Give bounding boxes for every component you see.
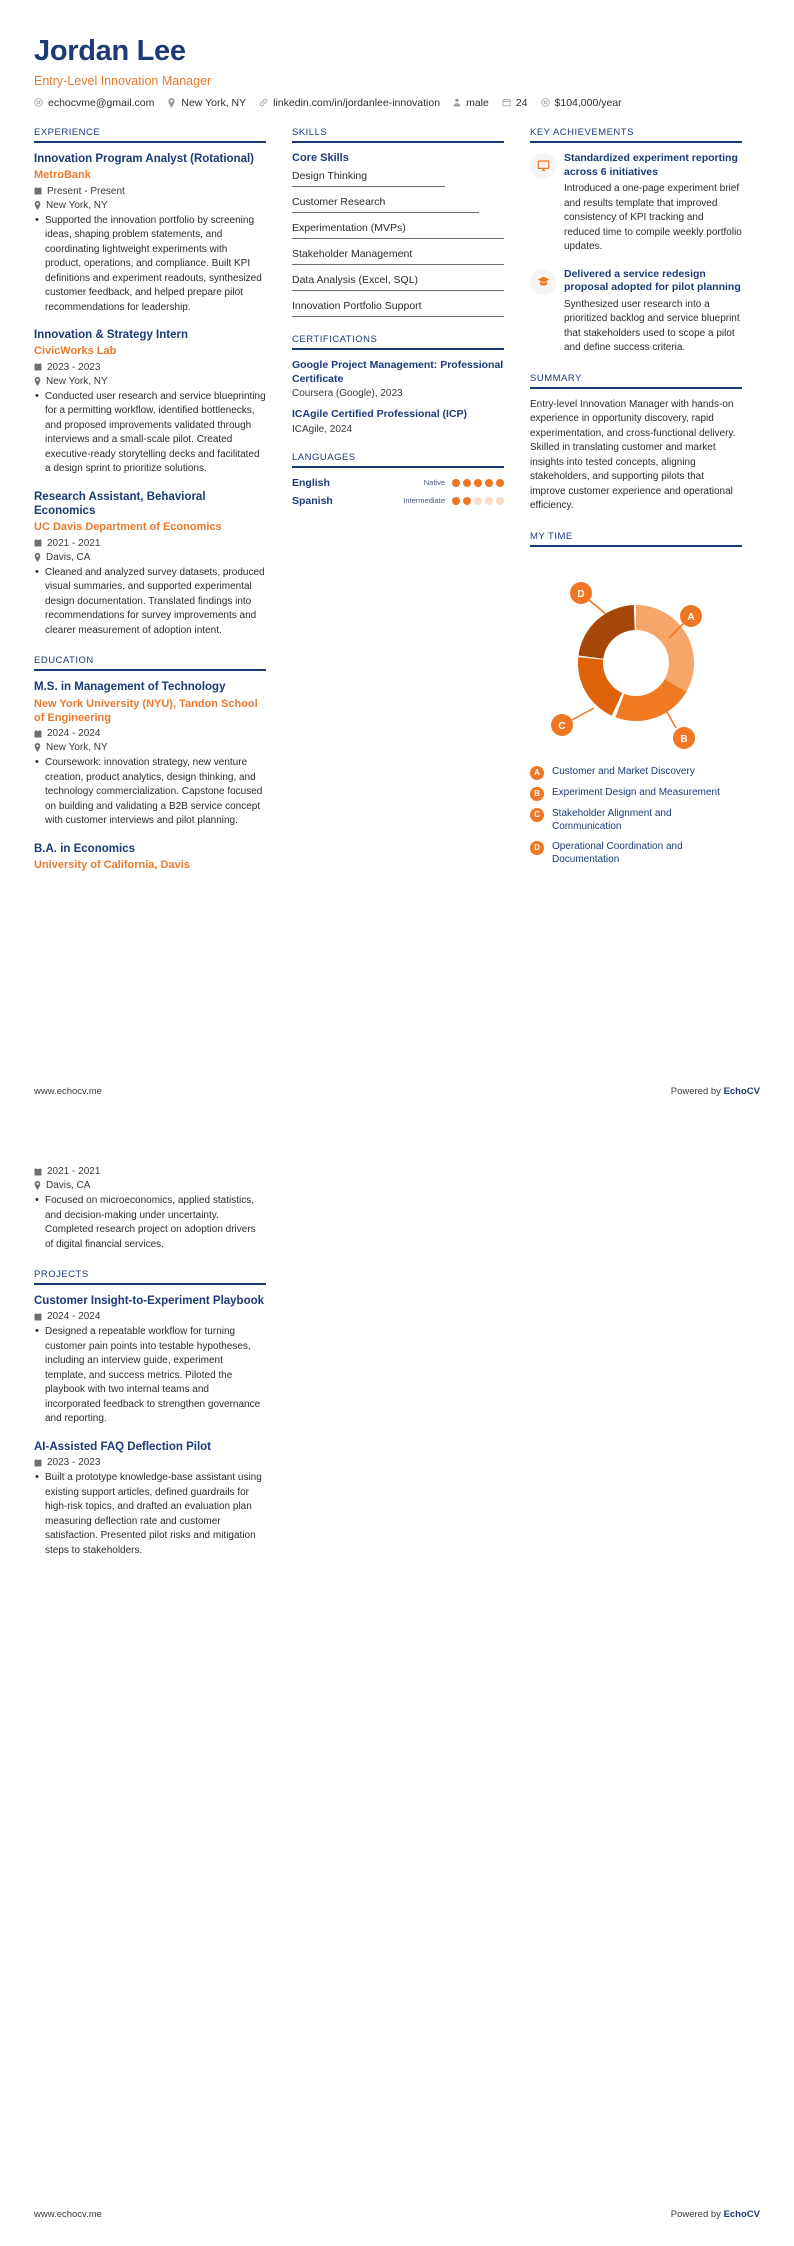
svg-text:B: B [680,733,688,745]
calendar-icon [502,98,511,107]
section-summary [530,373,742,514]
bullet-item: • Supported the innovation portfolio by screening ideas, shaping problem statements, and coordinating lightweight experiments with product, operations, and compliance. Built KPI definitions and experiment readouts, synthesized customer feedback, and helped prepare pilot recommendations for leadership. [34,214,266,316]
donut-leader-c [572,708,594,720]
contact-email[interactable] [34,97,163,109]
entry-organization: CivicWorks Lab [34,345,117,358]
rating-dot [485,479,493,487]
achievement-item [530,268,742,356]
footer-brand-name: EchoCV [723,2209,760,2220]
graduation-cap-icon [530,269,556,295]
footer-site[interactable]: www.echocv.me [34,2209,102,2220]
page-footer [34,1086,760,1097]
entry-bullets [34,1471,266,1558]
skill-row [292,196,504,213]
contact-age-value: 24 [515,96,528,109]
section-divider [34,669,266,671]
skill-bar [292,264,504,265]
page-footer [34,2209,760,2220]
skill-bar-fill [292,238,504,239]
job-headline: Entry-Level Innovation Manager [34,73,212,88]
location-icon [34,1181,41,1190]
skill-row [292,170,504,187]
column-left-page2 [34,1163,266,1575]
certification-meta: Coursera (Google), 2023 [292,388,403,400]
salary-icon [541,98,550,107]
skill-bar [292,316,504,317]
experience-entry [34,152,266,315]
donut-callout-d [570,582,592,604]
skill-row [292,248,504,265]
summary-text: Entry-level Innovation Manager with hands-on experience in opportunity discovery, rapid experimentation, and cross-functional delivery. Skilled in translating customer and market insights into tested concepts, aligning stakeholders, and supporting pilots that improve customer experience and operational efficiency. [530,398,736,512]
bullet-item: • Built a prototype knowledge-base assistant using existing support articles, defined guardrails for high-risk topics, and drafted an evaluation plan measuring deflection rate and customer satisfaction. Presented pilot risks and mitigation steps to stakeholders. [34,1471,266,1558]
skill-row [292,222,504,239]
entry-bullets [34,1325,266,1427]
contact-salary [541,97,631,109]
skill-bar-fill [292,186,445,187]
donut-svg [536,568,736,753]
footer-brand [671,2209,760,2220]
entry-bullets [34,566,266,639]
experience-entry [34,328,266,477]
legend-item [530,786,742,801]
svg-text:C: C [558,720,566,732]
footer-site[interactable]: www.echocv.me [34,1086,102,1097]
section-title-projects: PROJECTS [34,1269,89,1280]
entry-bullets [34,756,266,829]
location-icon [34,553,41,562]
entry-location [34,552,266,563]
svg-text:A: A [687,611,695,623]
skills-group-title: Core Skills [292,151,349,164]
section-title-languages: LANGUAGES [292,451,356,463]
language-row [292,477,504,489]
section-my-time [530,531,742,867]
achievement-body [564,152,742,255]
education-entry [34,842,266,873]
skill-name: Stakeholder Management [292,247,413,260]
entry-title: Innovation Program Analyst (Rotational) [34,152,255,165]
entry-location-value: New York, NY [46,199,108,211]
skill-bar [292,290,504,291]
section-divider [530,387,742,389]
entry-dates [34,728,266,739]
skill-name: Experimentation (MVPs) [292,221,406,234]
achievement-title: Delivered a service redesign proposal adopted for pilot planning [564,267,741,294]
achievement-description: Synthesized user research into a prioritized backlog and service blueprint that stakeholders used to scope a pilot and define success criteria. [564,298,740,354]
entry-title: Customer Insight-to-Experiment Playbook [34,1295,265,1307]
skill-name: Customer Research [292,195,386,208]
achievement-body [564,268,742,356]
achievement-title: Standardized experiment reporting across 6 initiatives [564,151,738,178]
contact-age [502,97,537,109]
person-icon [453,98,461,107]
entry-location-value: Davis, CA [46,551,91,563]
section-languages [292,452,504,507]
rating-dot [463,479,471,487]
entry-title: Innovation & Strategy Intern [34,329,188,342]
entry-title: AI-Assisted FAQ Deflection Pilot [34,1440,211,1453]
bullet-item: • Cleaned and analyzed survey datasets, produced visual summaries, and supported experimental design documentation. Translated findings into recommendations for survey improvements and clearer measurement of adoption intent. [34,566,266,639]
section-title-key-achievements: KEY ACHIEVEMENTS [530,126,634,138]
language-name: Spanish [292,494,333,507]
skill-bar-fill [292,290,504,291]
certification-item [292,359,504,399]
section-key-achievements [530,127,742,356]
entry-dates-value: 2023 - 2023 [47,1457,101,1469]
education-continued [34,1166,266,1252]
skill-bar [292,186,504,187]
svg-text:D: D [577,588,585,600]
entry-bullets [34,1194,266,1252]
project-entry [34,1440,266,1558]
language-level: Native [423,478,445,488]
footer-brand-name: EchoCV [723,1086,760,1097]
achievement-description: Introduced a one-page experiment brief and results template that improved consistency of KPI tracking and reduced time to compile weekly portfolio updates. [564,183,742,253]
contact-gender [453,97,498,109]
column-right [530,127,742,884]
entry-dates [34,1457,266,1468]
legend-item [530,807,742,834]
bullet-item: • Coursework: innovation strategy, new venture creation, product analytics, design thinking, and technology commercialization. Capstone focused on building and validating a B2B service concept with customer interviews and pilot planning. [34,756,266,829]
donut-callout-c [551,714,573,736]
language-rating [452,497,504,505]
entry-dates-value: 2021 - 2021 [47,1166,101,1177]
calendar-icon [34,1313,42,1321]
entry-bullets [34,390,266,477]
legend-badge: A [530,766,544,780]
footer-brand-prefix: Powered by [670,1086,724,1097]
entry-dates-value: 2021 - 2021 [47,537,101,549]
section-divider [292,348,504,350]
section-divider [34,1283,266,1285]
donut-callout-b [673,727,695,749]
calendar-icon [34,1459,42,1467]
entry-title: M.S. in Management of Technology [34,681,226,694]
experience-entry [34,490,266,639]
footer-brand-prefix: Powered by [670,2209,724,2220]
section-title-education: EDUCATION [34,655,94,667]
entry-location-value: New York, NY [46,375,108,387]
rating-dot [463,497,471,505]
column-left [34,127,266,890]
contact-location [167,97,255,109]
calendar-icon [34,539,42,547]
monitor-icon [530,153,556,179]
entry-location [34,1180,266,1191]
resume-header [0,0,794,109]
section-title-experience: EXPERIENCE [34,126,101,138]
section-certifications [292,334,504,435]
skill-bar-fill [292,316,504,317]
education-entry [34,1166,266,1252]
contact-linkedin-value: linkedin.com/in/jordanlee-innovation [273,96,441,109]
entry-dates-value: 2024 - 2024 [47,728,101,740]
legend-badge: B [530,787,544,801]
calendar-icon [34,187,42,195]
entry-organization: UC Davis Department of Economics [34,521,222,534]
entry-dates [34,362,266,373]
skill-bar-fill [292,212,479,213]
rating-dot [474,479,482,487]
section-projects [34,1269,266,1558]
donut-slice-c [578,657,622,716]
calendar-icon [34,730,42,738]
contact-gender-value: male [466,96,489,109]
achievement-item [530,152,742,255]
section-skills [292,127,504,317]
legend-item [530,840,742,867]
my-time-donut-chart [530,556,742,759]
legend-badge: D [530,841,544,855]
skill-row [292,300,504,317]
email-icon [34,98,43,107]
skill-name: Design Thinking [292,169,368,182]
location-icon [34,201,41,210]
legend-label: Stakeholder Alignment and Communication [552,807,672,833]
entry-dates [34,1311,266,1322]
skill-bar-fill [292,264,504,265]
entry-dates [34,186,266,197]
entry-dates [34,538,266,549]
resume-page-2 [0,1123,794,2246]
contact-row [34,97,760,109]
page-title: Jordan Lee [34,35,186,67]
rating-dot [452,479,460,487]
rating-dot [496,497,504,505]
donut-slice-d [578,605,634,659]
rating-dot [452,497,460,505]
entry-dates [34,1166,266,1177]
section-divider [34,141,266,143]
section-divider [530,545,742,547]
section-title-summary: SUMMARY [530,372,582,384]
entry-location-value: Davis, CA [46,1180,91,1191]
skill-name: Innovation Portfolio Support [292,299,422,312]
entry-dates-value: Present - Present [47,185,125,197]
legend-badge: C [530,808,544,822]
entry-dates-value: 2024 - 2024 [47,1311,101,1323]
entry-organization: University of California, Davis [34,859,190,872]
language-rating [452,479,504,487]
legend-label: Operational Coordination and Documentation [552,840,683,866]
section-title-my-time: MY TIME [530,530,573,542]
certification-meta: ICAgile, 2024 [292,423,353,435]
link-icon [259,98,268,107]
entry-title: B.A. in Economics [34,842,135,855]
education-entry [34,680,266,828]
location-icon [167,98,176,108]
entry-location [34,742,266,753]
resume-columns [0,109,794,890]
certification-name: ICAgile Certified Professional (ICP) [292,408,468,421]
language-level: Intermediate [403,496,445,506]
section-divider [292,466,504,468]
entry-organization: New York University (NYU), Tandon School of Engineering [34,697,258,724]
rating-dot [496,479,504,487]
calendar-icon [34,363,42,371]
section-experience [34,127,266,638]
my-time-legend [530,765,742,867]
entry-location [34,200,266,211]
calendar-icon [34,1168,42,1176]
donut-callout-a [680,605,702,627]
section-education [34,655,266,872]
contact-linkedin[interactable] [259,97,449,109]
column-middle [292,127,504,524]
location-icon [34,377,41,386]
certification-name: Google Project Management: Professional Certificate [292,358,504,385]
entry-organization: MetroBank [34,169,91,182]
skill-name: Data Analysis (Excel, SQL) [292,273,419,286]
certification-item [292,408,504,435]
legend-item [530,765,742,780]
skill-row [292,274,504,291]
rating-dot [474,497,482,505]
language-name: English [292,476,330,489]
section-divider [292,141,504,143]
footer-brand [671,1086,760,1097]
skill-bar [292,212,504,213]
contact-email-value: echocvme@gmail.com [48,96,155,109]
contact-location-value: New York, NY [181,96,247,109]
donut-leader-d [589,600,606,614]
bullet-item: • Conducted user research and service blueprinting for a permitting workflow, identified bottlenecks, and proposed improvements validated through interviews and a small-scale pilot. Created executive-ready storytelling decks and facilitated a design sprint to prioritize solutions. [34,390,266,477]
location-icon [34,743,41,752]
section-divider [530,141,742,143]
contact-salary-value: $104,000/year [554,96,622,109]
section-title-skills: SKILLS [292,126,328,138]
skill-bar [292,238,504,239]
project-entry [34,1294,266,1427]
bullet-item: • Designed a repeatable workflow for turning customer pain points into testable hypotheses, including an interview guide, experiment template, and success metrics. Piloted the playbook with two internal teams and incorporated feedback to strengthen governance and reporting. [34,1325,266,1427]
resume-columns-page2 [0,1123,794,1575]
entry-location-value: New York, NY [46,742,108,754]
entry-bullets [34,214,266,316]
legend-label: Customer and Market Discovery [552,765,695,777]
section-title-certifications: CERTIFICATIONS [292,333,378,345]
language-row [292,495,504,507]
entry-title: Research Assistant, Behavioral Economics [34,490,206,518]
rating-dot [485,497,493,505]
bullet-item: • Focused on microeconomics, applied statistics, and decision-making under uncertainty. Completed research project on adoption drivers of digital financial services. [34,1194,266,1252]
entry-dates-value: 2023 - 2023 [47,361,101,373]
legend-label: Experiment Design and Measurement [552,786,720,798]
entry-location [34,376,266,387]
